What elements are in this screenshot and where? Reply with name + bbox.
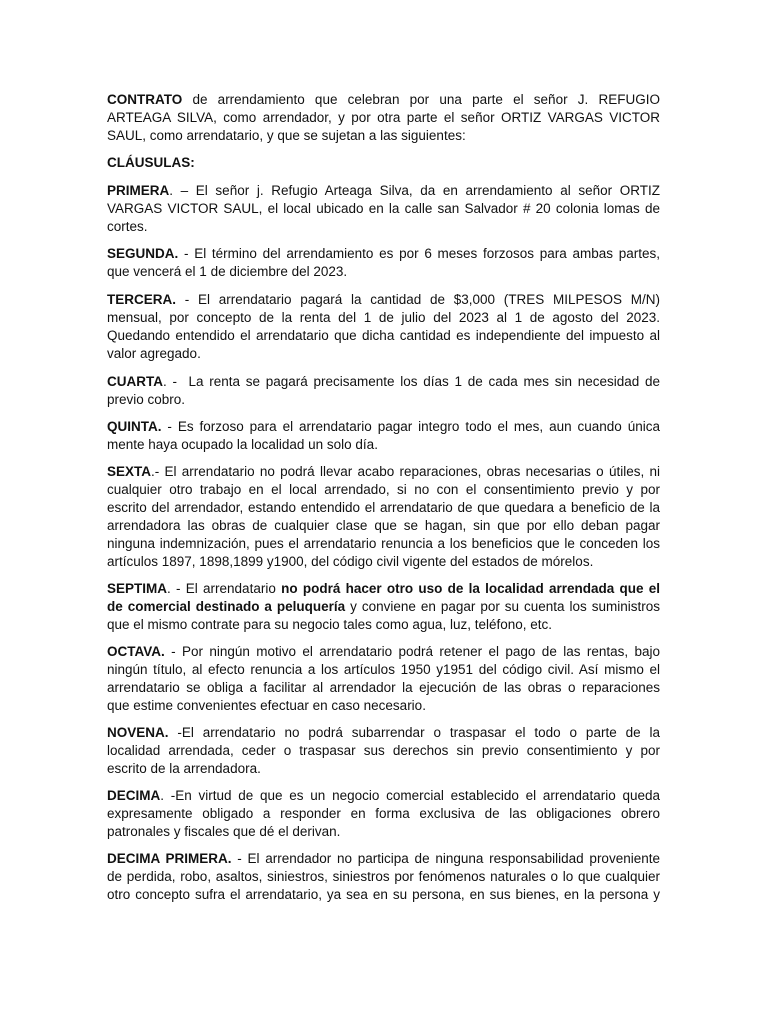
text-line xyxy=(107,616,660,634)
body-text: otro concepto sufra el arrendatario, ya sea en su persona, en sus bienes, en la persona y xyxy=(107,887,660,902)
text-line xyxy=(107,182,660,200)
text-line xyxy=(107,724,660,742)
text-line xyxy=(107,327,660,345)
text-line xyxy=(107,218,660,236)
bold-text: PRIMERA xyxy=(107,183,170,198)
bold-text: CLÁUSULAS: xyxy=(107,155,195,170)
body-text: - El término del arrendamiento es por 6 meses forzosos para ambas partes, xyxy=(178,246,660,261)
body-text: arrendatario se obliga a facilitar al arrendador la ejecución de las obras o reparaciones xyxy=(107,680,660,695)
body-text: VARGAS VICTOR SAUL, el local ubicado en la calle san Salvador # 20 colonia lomas de xyxy=(107,201,660,216)
body-text: - El arrendatario pagará la cantidad de $3,000 (TRES MILPESOS M/N) xyxy=(176,292,660,307)
bold-text: TERCERA. xyxy=(107,292,177,307)
body-text: mensual, por concepto de la renta del 1 de julio del 2023 al 1 de agosto del 2023. xyxy=(107,310,660,325)
body-text: . -En virtud de que es un negocio comercial establecido el arrendatario queda xyxy=(160,788,660,803)
text-line xyxy=(107,868,660,886)
text-line xyxy=(107,109,660,127)
text-line xyxy=(107,823,660,841)
body-text: ARTEAGA SILVA, como arrendador, y por otra parte el señor ORTIZ VARGAS VICTOR xyxy=(107,110,660,125)
body-text: ninguna indemnización, pues el arrendatario renuncia a los beneficios que le conceden los xyxy=(107,536,660,551)
bold-text: CONTRATO xyxy=(107,92,183,107)
bold-text: DECIMA xyxy=(107,788,161,803)
text-line xyxy=(107,886,660,904)
bold-text: NOVENA. xyxy=(107,725,169,740)
text-line xyxy=(107,391,660,409)
body-text: -El arrendatario no podrá subarrendar o traspasar el todo o parte de la xyxy=(168,725,660,740)
text-line xyxy=(107,760,660,778)
text-line xyxy=(107,598,660,616)
text-line xyxy=(107,91,660,109)
text-line xyxy=(107,263,660,281)
body-text: de arrendamiento que celebran por una parte el señor J. REFUGIO xyxy=(182,92,660,107)
body-text: escrito del arrendador, estando entendido el arrendatario de que quedara a beneficio de la xyxy=(107,500,660,515)
body-text: que estime convenientes efectuar en caso necesario. xyxy=(107,698,426,713)
text-line xyxy=(107,436,660,454)
body-text: que el mismo contrate para su negocio tales como agua, luz, teléfono, etc. xyxy=(107,617,553,632)
text-line xyxy=(107,580,660,598)
text-line xyxy=(107,154,660,172)
text-line xyxy=(107,535,660,553)
text-line xyxy=(107,805,660,823)
body-text: cortes. xyxy=(107,219,148,234)
body-text: y conviene en pagar por su cuenta los suministros xyxy=(345,599,660,614)
bold-text: CUARTA xyxy=(107,374,163,389)
text-line xyxy=(107,679,660,697)
text-line xyxy=(107,787,660,805)
text-line xyxy=(107,245,660,263)
text-line xyxy=(107,697,660,715)
text-line xyxy=(107,373,660,391)
body-text: Quedando entendido el arrendatario que dicha cantidad es independiente del impuesto al xyxy=(107,328,660,343)
bold-text: QUINTA. xyxy=(107,419,162,434)
text-line xyxy=(107,643,660,661)
text-line xyxy=(107,661,660,679)
body-text: expresamente obligado a responder en forma exclusiva de las obligaciones obrero xyxy=(107,806,660,821)
body-text: .- El arrendatario no podrá llevar acabo reparaciones, obras necesarias o útiles, ni xyxy=(151,464,660,479)
body-text: escrito de la arrendadora. xyxy=(107,761,261,776)
bold-text: SEPTIMA xyxy=(107,581,168,596)
text-line xyxy=(107,553,660,571)
body-text: que vencerá el 1 de diciembre del 2023. xyxy=(107,264,348,279)
body-text: . - La renta se pagará precisamente los días 1 de cada mes sin necesidad de xyxy=(163,374,660,389)
text-line xyxy=(107,850,660,868)
body-text: patronales y fiscales que dé el derivan. xyxy=(107,824,341,839)
body-text: previo cobro. xyxy=(107,392,186,407)
body-text: valor agregado. xyxy=(107,346,201,361)
text-line xyxy=(107,463,660,481)
body-text: localidad arrendada, ceder o traspasar sus derechos sin previo consentimiento y por xyxy=(107,743,660,758)
bold-text: OCTAVA. xyxy=(107,644,165,659)
body-text: . – El señor j. Refugio Arteaga Silva, da en arrendamiento al señor ORTIZ xyxy=(169,183,660,198)
bold-text: no podrá hacer otro uso de la localidad arrendada que el xyxy=(281,581,660,596)
body-text: cualquier otro trabajo en el local arrendado, si no con el consentimiento previo y por xyxy=(107,482,660,497)
body-text: arrendadora las obras de cualquier clase que se hagan, sin que por ello deban pagar xyxy=(107,518,660,533)
text-line xyxy=(107,127,660,145)
bold-text: de comercial destinado a peluquería xyxy=(107,599,346,614)
text-line xyxy=(107,309,660,327)
body-text: - El arrendador no participa de ninguna responsabilidad proveniente xyxy=(231,851,660,866)
body-text: de perdida, robo, asaltos, siniestros, siniestros por fenómenos naturales o lo que cualquier xyxy=(107,869,660,884)
body-text: artículos 1897, 1898,1899 y1900, del código civil vigente del estados de mórelos. xyxy=(107,554,594,569)
body-text: ningún título, al efecto renuncia a los artículos 1950 y1951 del código civil. Así mismo el xyxy=(107,662,660,677)
text-line xyxy=(107,418,660,436)
body-text: - Por ningún motivo el arrendatario podrá retener el pago de las rentas, bajo xyxy=(164,644,660,659)
text-line xyxy=(107,345,660,363)
bold-text: SEXTA xyxy=(107,464,152,479)
bold-text: DECIMA PRIMERA. xyxy=(107,851,232,866)
text-line xyxy=(107,200,660,218)
body-text: - Es forzoso para el arrendatario pagar integro todo el mes, aun cuando única xyxy=(161,419,660,434)
text-line xyxy=(107,481,660,499)
text-line xyxy=(107,517,660,535)
body-text: . - El arrendatario xyxy=(167,581,282,596)
text-line xyxy=(107,742,660,760)
text-line xyxy=(107,291,660,309)
text-line xyxy=(107,499,660,517)
bold-text: SEGUNDA. xyxy=(107,246,179,261)
body-text: SAUL, como arrendatario, y que se sujetan a las siguientes: xyxy=(107,128,466,143)
body-text: mente haya ocupado la localidad un solo día. xyxy=(107,437,378,452)
